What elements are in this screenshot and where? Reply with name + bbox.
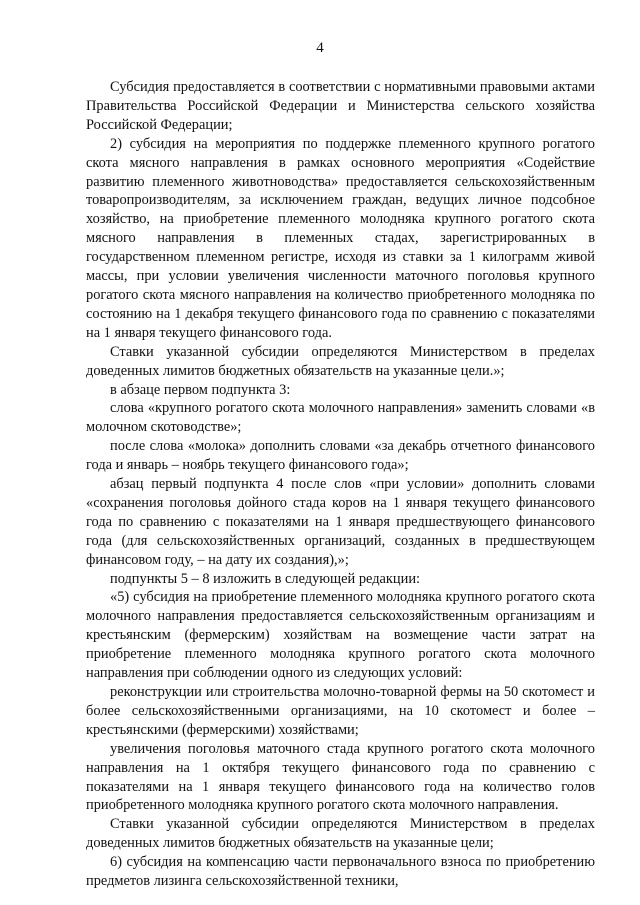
paragraph: после слова «молока» дополнить словами «за декабрь отчетного финансового года и январь – ноябрь текущего финансового года»; bbox=[86, 438, 595, 474]
paragraph: 6) субсидия на компенсацию части первоначального взноса по приобретению предметов лизинга сельскохозяйственной техники, bbox=[86, 854, 595, 890]
paragraph: Ставки указанной субсидии определяются Министерством в пределах доведенных лимитов бюджетных обязательств на указанные цели; bbox=[86, 816, 595, 852]
paragraph: «5) субсидия на приобретение племенного молодняка крупного рогатого скота молочного направления предоставляется сельскохозяйственным организациям и крестьянским (фермерским) хозяйствам на возмещение части затрат на приобретение племенного молодняка крупного рогатого скота молочного направления при соблюдении одного из следующих условий: bbox=[86, 589, 595, 682]
paragraph: в абзаце первом подпункта 3: bbox=[110, 381, 291, 398]
paragraph: абзац первый подпункта 4 после слов «при условии» дополнить словами «сохранения поголовья дойного стада коров на 1 января текущего финансового года по сравнению с показателями на 1 января предшествующего финансового года (для сельскохозяйственных организаций, созданных в предшествующем финансовом году, – на дату их создания),»; bbox=[86, 476, 595, 568]
document-body bbox=[86, 78, 595, 891]
paragraph: увеличения поголовья маточного стада крупного рогатого скота молочного направления на 1 октября текущего финансового года по сравнению с показателями на 1 января текущего финансового года на количество голов приобретенного молодняка крупного рогатого скота молочного направления. bbox=[86, 740, 595, 814]
paragraph: реконструкции или строительства молочно-товарной фермы на 50 скотомест и более сельскохозяйственными организациями, на 10 скотомест и более – крестьянскими (фермерскими) хозяйствами; bbox=[86, 684, 595, 738]
paragraph: Субсидия предоставляется в соответствии с нормативными правовыми актами Правительства Российской Федерации и Министерства сельского хозяйства Российской Федерации; bbox=[86, 79, 595, 133]
paragraph: подпункты 5 – 8 изложить в следующей редакции: bbox=[110, 570, 421, 587]
paragraph: Ставки указанной субсидии определяются Министерством в пределах доведенных лимитов бюджетных обязательств на указанные цели.»; bbox=[86, 343, 595, 379]
page-number: 4 bbox=[316, 40, 324, 56]
paragraph: слова «крупного рогатого скота молочного направления» заменить словами «в молочном скотоводстве»; bbox=[86, 400, 595, 436]
paragraph: 2) субсидия на мероприятия по поддержке племенного крупного рогатого скота мясного направления в рамках основного мероприятия «Содействие развитию племенного животноводства» предоставляется сельскохозяйственным товаропроизводителям, за исключением граждан, ведущих личное подсобное хозяйство, на приобретение племенного молодняка крупного рогатого скота мясного направления в племенных стадах, зарегистрированных в государственном племенном регистре, исходя из ставки за 1 килограмм живой массы, при условии увеличения численности маточного поголовья крупного рогатого скота мясного направления на количество приобретенного молодняка по состоянию на 1 декабря текущего финансового года по сравнению с показателями на 1 января текущего финансового года. bbox=[86, 135, 595, 341]
